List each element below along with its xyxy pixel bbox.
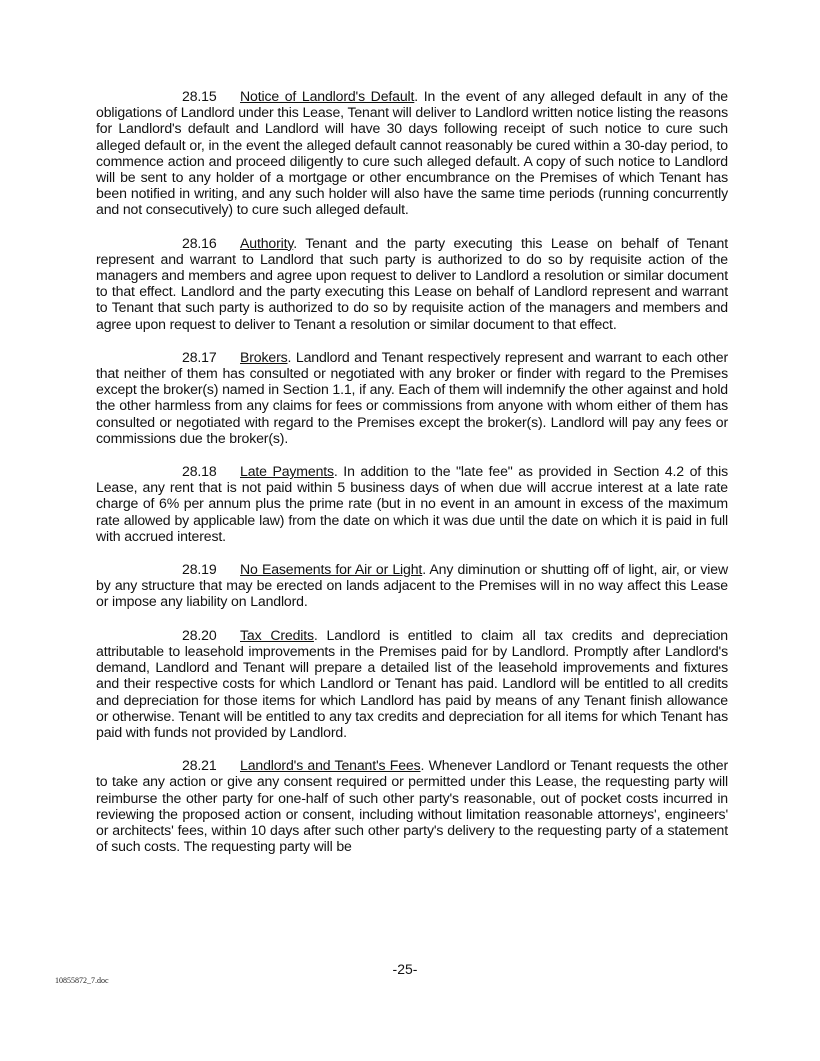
- section-heading: Authority: [240, 234, 294, 251]
- section-heading: Landlord's and Tenant's Fees: [240, 757, 421, 774]
- section-heading: No Easements for Air or Light: [240, 561, 423, 578]
- section-body: . Whenever Landlord or Tenant requests the other to take any action or give any consent required or permitted under this Lease, the requesting party will reimburse the other party for one-half of such other party's reasonable, out of pocket costs incurred in reviewing the proposed action or consent, including without limitation reasonable attorneys', engineers' or architects' fees, within 10 days after such other party's delivery to the requesting party of a statement of such costs. The requesting party will be: [96, 757, 728, 855]
- section-28-18: [96, 463, 728, 544]
- section-body: . Landlord and Tenant respectively represent and warrant to each other that neither of them has consulted or negotiated with any broker or finder with regard to the Premises except the broker(s) named in Section 1.1, if any. Each of them will indemnify the other against and hold the other harmless from any claims for fees or commissions from anyone with whom either of them has consulted or negotiated with regard to the Premises except the broker(s). Landlord will pay any fees or commissions due the broker(s).: [96, 348, 728, 446]
- document-page: [96, 88, 728, 854]
- section-body: . Landlord is entitled to claim all tax credits and depreciation attributable to leasehold improvements in the Premises paid for by Landlord. Promptly after Landlord's demand, Landlord and Tenant will prepare a detailed list of the leasehold improvements and fixtures and their respective costs for which Landlord or Tenant has paid. Landlord will be entitled to all credits and depreciation for those items for which Landlord has paid by means of any Tenant finish allowance or otherwise. Tenant will be entitled to any tax credits and depreciation for all items for which Tenant has paid with funds not provided by Landlord.: [96, 626, 728, 740]
- section-28-16: [96, 235, 728, 332]
- section-heading: Tax Credits: [240, 626, 314, 643]
- section-number: 28.17: [182, 348, 217, 365]
- section-body: . Any diminution or shutting off of light, air, or view by any structure that may be erected on lands adjacent to the Premises will in no way affect this Lease or impose any liability on Landlord.: [96, 561, 728, 610]
- section-heading: Notice of Landlord's Default: [240, 88, 415, 104]
- section-body: . In addition to the "late fee" as provided in Section 4.2 of this Lease, any rent that is not paid within 5 business days of when due will accrue interest at a late rate charge of 6% per annum plus the prime rate (but in no event in an amount in excess of the maximum rate allowed by applicable law) from the date on which it was due until the date on which it is paid in full with accrued interest.: [96, 463, 728, 544]
- section-number: 28.15: [182, 88, 217, 104]
- section-28-21: [96, 757, 728, 854]
- section-number: 28.21: [182, 757, 217, 774]
- section-heading: Late Payments: [240, 463, 334, 480]
- document-id: 10855872_7.doc: [55, 976, 109, 985]
- section-number: 28.16: [182, 234, 217, 251]
- section-number: 28.20: [182, 626, 217, 643]
- section-28-20: [96, 627, 728, 740]
- section-number: 28.18: [182, 463, 217, 480]
- page-number: [0, 961, 820, 977]
- page-number-text: -25-: [392, 961, 418, 977]
- section-28-17: [96, 349, 728, 446]
- section-28-19: [96, 561, 728, 610]
- section-28-15: [96, 88, 728, 218]
- section-heading: Brokers: [240, 348, 288, 365]
- section-body: . Tenant and the party executing this Lease on behalf of Tenant represent and warrant to Landlord that such party is authorized to do so by requisite action of the managers and members and agree upon request to deliver to Landlord a resolution or similar document to that effect. Landlord and the party executing this Lease on behalf of Landlord represent and warrant to Tenant that such party is authorized to do so by requisite action of the managers and members and agree upon request to deliver to Tenant a resolution or similar document to that effect.: [96, 234, 728, 332]
- section-body: . In the event of any alleged default in any of the obligations of Landlord under this Lease, Tenant will deliver to Landlord written notice listing the reasons for Landlord's default and Landlord will have 30 days following receipt of such notice to cure such alleged default or, in the event the alleged default cannot reasonably be cured within a 30-day period, to commence action and proceed diligently to cure such alleged default. A copy of such notice to Landlord will be sent to any holder of a mortgage or other encumbrance on the Premises of which Tenant has been notified in writing, and any such holder will also have the same time periods (running concurrently and not consecutively) to cure such alleged default.: [96, 88, 728, 218]
- section-number: 28.19: [182, 561, 217, 578]
